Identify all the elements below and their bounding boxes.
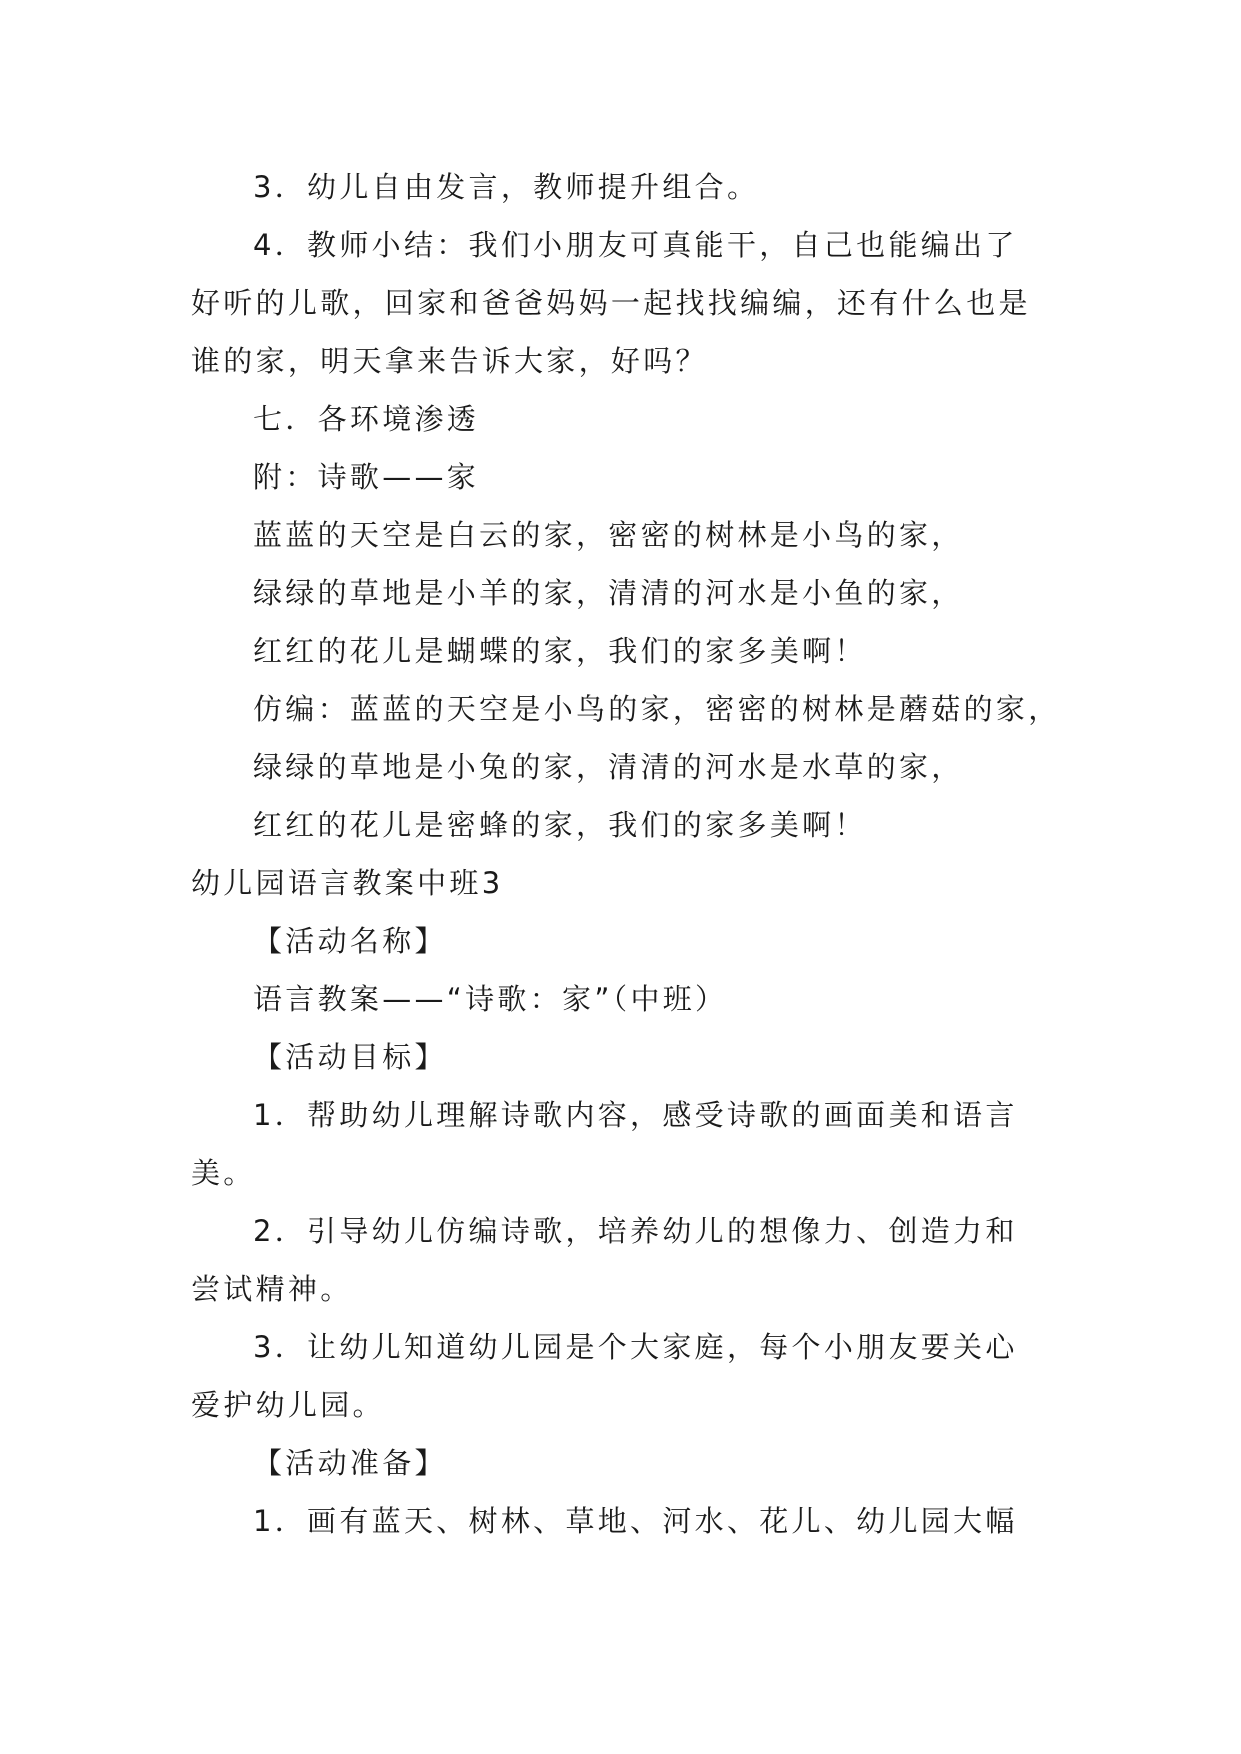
paragraph-line: 1．帮助幼儿理解诗歌内容，感受诗歌的画面美和语言: [253, 1098, 1018, 1132]
paragraph-line: 1．画有蓝天、树林、草地、河水、花儿、幼儿园大幅: [253, 1504, 1018, 1538]
section-heading: 【活动目标】: [253, 1040, 447, 1074]
paragraph-line: 4．教师小结：我们小朋友可真能干，自己也能编出了: [253, 228, 1018, 262]
paragraph-line: 尝试精神。: [191, 1272, 353, 1306]
poem-line: 蓝蓝的天空是白云的家，密密的树林是小鸟的家，: [253, 518, 964, 552]
section-heading: 【活动名称】: [253, 924, 447, 958]
poem-line: 红红的花儿是密蜂的家，我们的家多美啊！: [253, 808, 867, 842]
document-section-title: 幼儿园语言教案中班3: [191, 866, 504, 900]
paragraph-line: 语言教案——“诗歌：家”（中班）: [253, 982, 728, 1016]
paragraph-line: 3．幼儿自由发言，教师提升组合。: [253, 170, 760, 204]
paragraph-line: 2．引导幼儿仿编诗歌，培养幼儿的想像力、创造力和: [253, 1214, 1018, 1248]
poem-line: 红红的花儿是蝴蝶的家，我们的家多美啊！: [253, 634, 867, 668]
poem-line: 仿编：蓝蓝的天空是小鸟的家，密密的树林是蘑菇的家，: [253, 692, 1061, 726]
paragraph-line: 爱护幼儿园。: [191, 1388, 385, 1422]
section-heading: 七．各环境渗透: [253, 402, 480, 436]
paragraph-line: 谁的家，明天拿来告诉大家，好吗？: [191, 344, 708, 378]
poem-title: 附：诗歌——家: [253, 460, 480, 494]
paragraph-line: 3．让幼儿知道幼儿园是个大家庭，每个小朋友要关心: [253, 1330, 1018, 1364]
section-heading: 【活动准备】: [253, 1446, 447, 1480]
poem-line: 绿绿的草地是小羊的家，清清的河水是小鱼的家，: [253, 576, 964, 610]
poem-line: 绿绿的草地是小兔的家，清清的河水是水草的家，: [253, 750, 964, 784]
paragraph-line: 美。: [191, 1156, 256, 1190]
paragraph-line: 好听的儿歌，回家和爸爸妈妈一起找找编编，还有什么也是: [191, 286, 1031, 320]
